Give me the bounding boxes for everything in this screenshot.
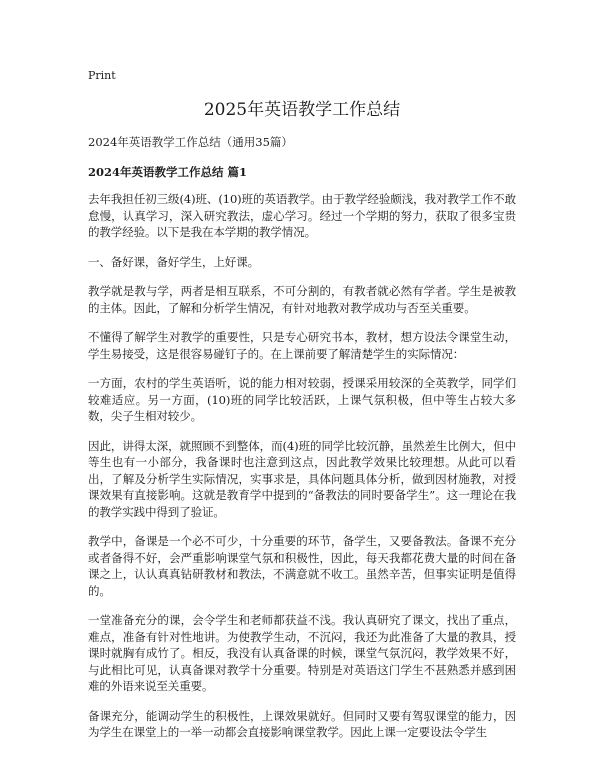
paragraph: 备课充分，能调动学生的积极性，上课效果就好。但同时又要有驾驭课堂的能力，因为学生在课堂上的一举一动都会直接影响课堂教学。因此上课一定要设法令学生 (88, 708, 516, 739)
paragraph: 一、备好课，备好学生，上好课。 (88, 254, 259, 269)
document-title: 2025年英语教学工作总结 (203, 100, 401, 120)
print-label: Print (88, 69, 116, 82)
paragraph: 教学就是教与学，两者是相互联系，不可分割的，有教者就必然有学者。学生是被教的主体。因此，了解和分析学生情况，有针对地教对教学成功与否至关重要。 (88, 284, 516, 315)
paragraph: 因此，讲得太深，就照顾不到整体，而(4)班的同学比较沉静，虽然差生比例大，但中等生也有一小部分，我备课时也注意到这点，因此教学效果比较理想。从此可以看出，了解及分析学生实际情况，实事求是，具体问题具体分析，做到因材施教，对授课效果有直接影响。这就是教育学中提到的“备教法的同时要备学生”。这一理论在我的教学实践中得到了验证。 (88, 438, 516, 519)
section-heading: 2024年英语教学工作总结 篇1 (88, 165, 248, 179)
paragraph: 不懂得了解学生对教学的重要性，只是专心研究书本，教材，想方设法令课堂生动，学生易接受，这是很容易碰钉子的。在上课前要了解清楚学生的实际情况： (88, 330, 516, 361)
paragraph: 去年我担任初三级(4)班、(10)班的英语教学。由于教学经验颇浅，我对教学工作不敢怠慢，认真学习，深入研究教法，虚心学习。经过一个学期的努力，获取了很多宝贵的教学经验。以下是我在本学期的教学情况。 (88, 192, 516, 239)
document-page (88, 68, 516, 754)
document-subtitle: 2024年英语教学工作总结（通用35篇） (88, 135, 293, 149)
paragraph: 一方面，农村的学生英语听，说的能力相对较弱，授课采用较深的全英教学，同学们较难适应。另一方面，(10)班的同学比较活跃，上课气氛积极，但中等生占较大多数，尖子生相对较少。 (88, 376, 516, 423)
paragraph: 一堂准备充分的课，会令学生和老师都获益不浅。我认真研究了课文，找出了重点，难点，准备有针对性地讲。为使教学生动，不沉闷，我还为此准备了大量的教具，授课时就胸有成竹了。相反，我没有认真备课的时候，课堂气氛沉闷，教学效果不好，与此相比可见，认真备课对教学十分重要。特别是对英语这门学生不甚熟悉并感到困难的外语来说至关重要。 (88, 613, 516, 693)
paragraph: 教学中，备课是一个必不可少，十分重要的环节，备学生，又要备教法。备课不充分或者备得不好，会严重影响课堂气氛和积极性，因此，每天我都花费大量的时间在备课之上，认认真真钻研教材和教法，不满意就不收工。虽然辛苦，但事实证明是值得的。 (88, 534, 516, 598)
